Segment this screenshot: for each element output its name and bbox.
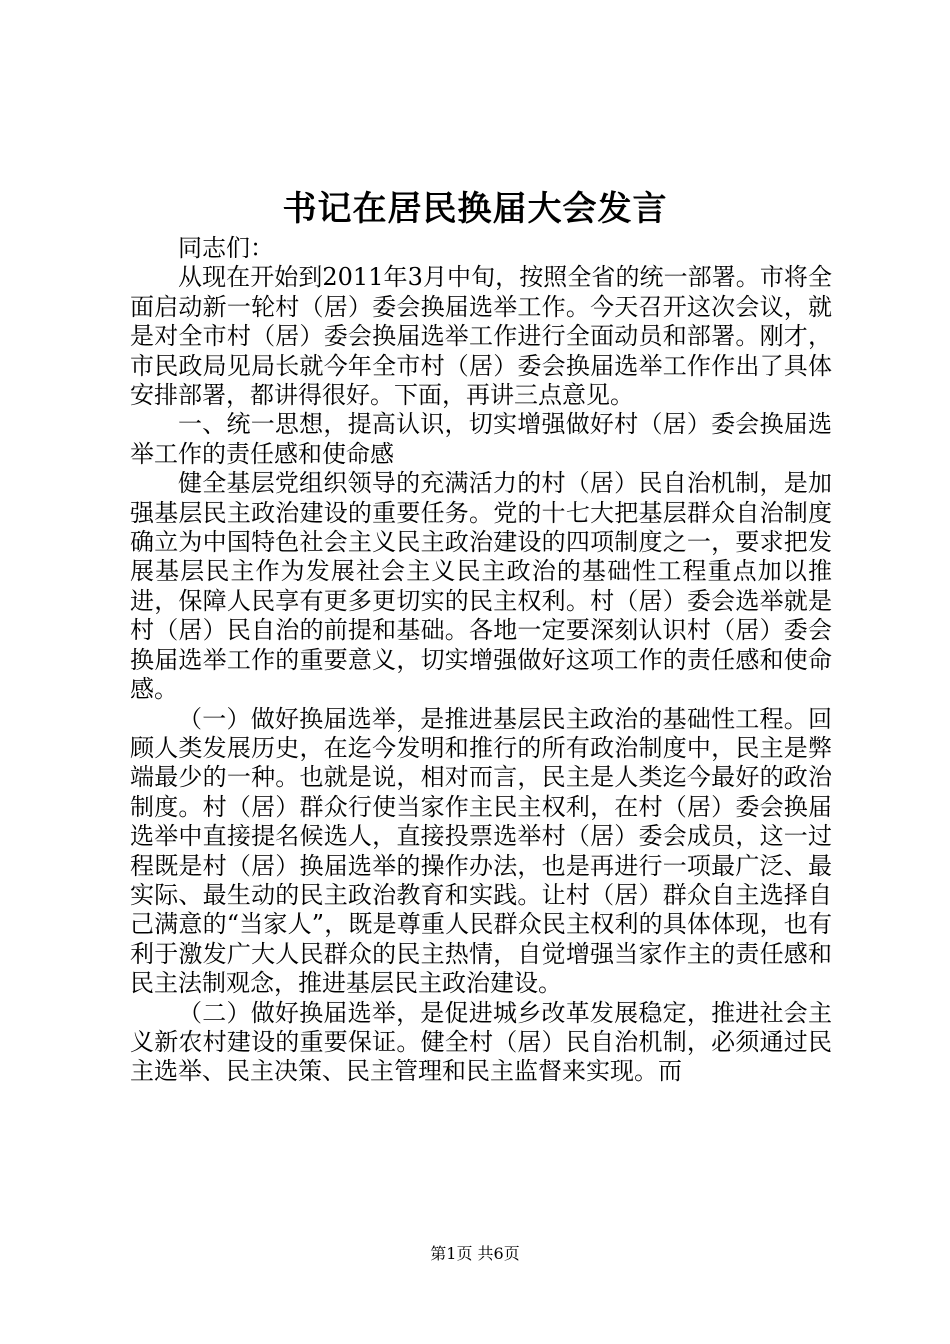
body-paragraph: 健全基层党组织领导的充满活力的村（居）民自治机制，是加强基层民主政治建设的重要任务。党的十七大把基层群众自治制度确立为中国特色社会主义民主政治建设的四项制度之一，要求把发展基层民主作为发展社会主义民主政治的基础性工程重点加以推进，保障人民享有更多更切实的民主权利。村（居）委会选举就是村（居）民自治的前提和基础。各地一定要深刻认识村（居）委会换届选举工作的重要意义，切实增强做好这项工作的责任感和使命感。 [130, 469, 832, 704]
section-heading-1: 一、统一思想，提高认识，切实增强做好村（居）委会换届选举工作的责任感和使命感 [130, 410, 832, 468]
page-number-footer: 第1页 共6页 [430, 1244, 520, 1263]
intro-paragraph: 从现在开始到2011年3月中旬，按照全省的统一部署。市将全面启动新一轮村（居）委会换届选举工作。今天召开这次会议，就是对全市村（居）委会换届选举工作进行全面动员和部署。刚才，市民政局见局长就今年全市村（居）委会换届选举工作作出了具体安排部署，都讲得很好。下面，再讲三点意见。 [130, 263, 832, 410]
salutation-paragraph: 同志们： [178, 234, 274, 262]
document-body [130, 234, 832, 1087]
document-title: 书记在居民换届大会发言 [282, 189, 668, 229]
subsection-paragraph-2: （二）做好换届选举，是促进城乡改革发展稳定，推进社会主义新农村建设的重要保证。健全村（居）民自治机制，必须通过民主选举、民主决策、民主管理和民主监督来实现。而 [130, 998, 832, 1086]
subsection-paragraph-1: （一）做好换届选举，是推进基层民主政治的基础性工程。回顾人类发展历史，在迄今发明和推行的所有政治制度中，民主是弊端最少的一种。也就是说，相对而言，民主是人类迄今最好的政治制度。村（居）群众行使当家作主民主权利，在村（居）委会换届选举中直接提名候选人，直接投票选举村（居）委会成员，这一过程既是村（居）换届选举的操作办法，也是再进行一项最广泛、最实际、最生动的民主政治教育和实践。让村（居）群众自主选择自己满意的“当家人”，既是尊重人民群众民主权利的具体体现，也有利于激发广大人民群众的民主热情，自觉增强当家作主的责任感和民主法制观念，推进基层民主政治建设。 [130, 704, 832, 998]
